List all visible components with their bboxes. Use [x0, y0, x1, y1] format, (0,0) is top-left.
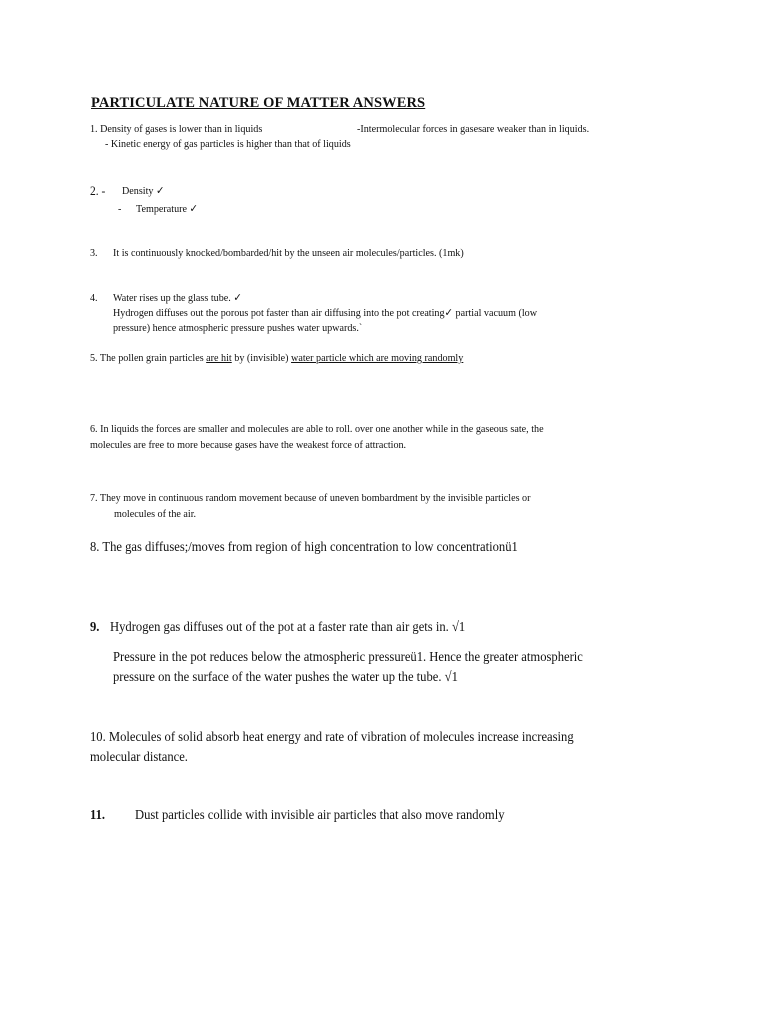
answer-4-line-3: pressure) hence atmospheric pressure pushes water upwards.` [113, 322, 363, 334]
answer-2-number: 2. - [90, 184, 106, 198]
answer-5-underline-2: water particle which are moving randomly [291, 352, 464, 364]
answer-5-mid: by (invisible) [231, 352, 292, 364]
answer-10-line-1: 10. Molecules of solid absorb heat energy and rate of vibration of molecules increase increasing [90, 730, 574, 745]
answer-11-number: 11. [90, 808, 106, 823]
answer-11-text: Dust particles collide with invisible air particles that also move randomly [135, 808, 505, 823]
answer-4-number: 4. [90, 292, 98, 304]
answer-1-line-2: - Kinetic energy of gas particles is higher than that of liquids [105, 138, 351, 150]
answer-10-line-2: molecular distance. [90, 750, 188, 765]
answer-9-line-2: Pressure in the pot reduces below the atmospheric pressureü1. Hence the greater atmospheric [113, 650, 583, 665]
answer-2-item-2: Temperature ✓ [136, 203, 198, 215]
answer-1-line-1: 1. Density of gases is lower than in liquids [90, 123, 263, 135]
answer-5 [90, 352, 463, 365]
answer-4-line-1: Water rises up the glass tube. ✓ [113, 292, 242, 304]
answer-9-line-1: Hydrogen gas diffuses out of the pot at a faster rate than air gets in. √1 [110, 620, 466, 635]
answer-2-item-1: Density ✓ [122, 185, 165, 197]
answer-1-line-1b: -Intermolecular forces in gasesare weaker than in liquids. [357, 123, 590, 135]
answer-4-line-2: Hydrogen diffuses out the porous pot faster than air diffusing into the pot creating✓ partial vacuum (low [113, 307, 538, 319]
answer-3-number: 3. [90, 247, 98, 259]
page-title: PARTICULATE NATURE OF MATTER ANSWERS [91, 95, 426, 111]
answer-9-line-3: pressure on the surface of the water pushes the water up the tube. √1 [113, 670, 458, 685]
answer-9-number: 9. [90, 620, 100, 635]
answer-6-line-2: molecules are free to more because gases have the weakest force of attraction. [90, 439, 407, 451]
answer-6-line-1: 6. In liquids the forces are smaller and molecules are able to roll. over one another while in the gaseous sate, the [90, 423, 544, 435]
answer-5-underline-1: are hit [206, 352, 232, 364]
answer-2-dash: - [118, 203, 122, 215]
answer-3-text: It is continuously knocked/bombarded/hit by the unseen air molecules/particles. (1mk) [113, 247, 464, 259]
answer-8-text: 8. The gas diffuses;/moves from region of high concentration to low concentrationü1 [90, 540, 518, 555]
answer-7-line-2: molecules of the air. [114, 508, 197, 520]
answer-7-line-1: 7. They move in continuous random movement because of uneven bombardment by the invisible particles or [90, 492, 531, 504]
answer-5-pre: 5. The pollen grain particles [90, 352, 207, 364]
